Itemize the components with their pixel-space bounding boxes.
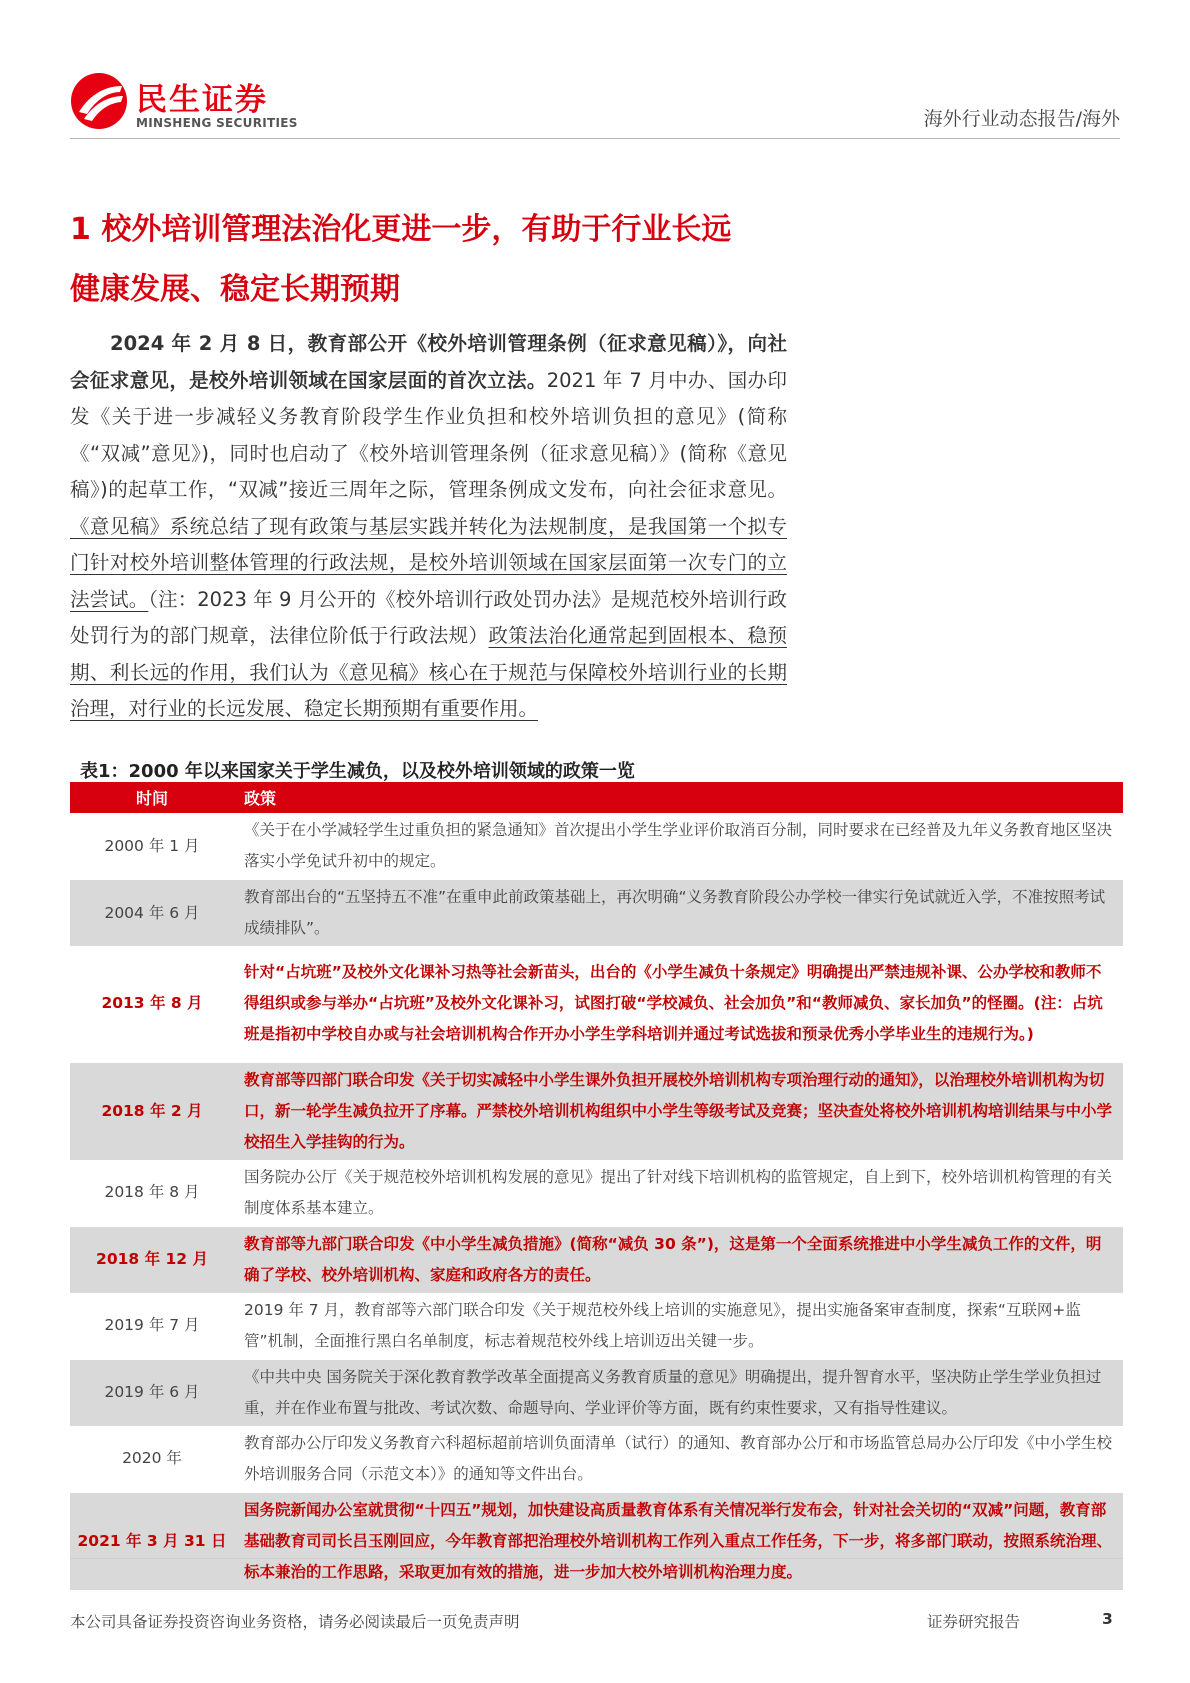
section-title (70, 200, 790, 320)
row-time: 2004 年 6 月 (70, 880, 234, 947)
page-header (70, 60, 1120, 140)
header-divider (70, 138, 1120, 139)
table-row (70, 1293, 1123, 1360)
table-row (70, 1426, 1123, 1493)
table-row (70, 1160, 1123, 1227)
section-title-line1: 1 校外培训管理法治化更进一步，有助于行业长远 (70, 212, 732, 247)
underlined-text-2: 政策法治化通常起到固根本、稳预期、利长远的作用，我们认为《意见稿》核心在于规范与保障校外培训行业的长期治理，对行业的长远发展、稳定长期预期有重要作用。 (70, 624, 787, 720)
body-text-2: （注：2023 年 9 月公开的《校外培训行政处罚办法》是规范校外培训行政处罚行为的部门规章，法律位阶低于行政法规） (70, 587, 787, 647)
logo-text-en: MINSHENG SECURITIES (136, 116, 298, 130)
minsheng-logo-icon (70, 72, 128, 130)
row-time: 2019 年 6 月 (70, 1359, 234, 1426)
row-time: 2019 年 7 月 (70, 1293, 234, 1360)
row-policy: 2019 年 7 月，教育部等六部门联合印发《关于规范校外线上培训的实施意见》，提出实施备案审查制度，探索“互联网+监管”机制，全面推行黑白名单制度，标志着规范校外线上培训迈出关键一步。 (234, 1293, 1123, 1360)
page-number: 3 (1102, 1610, 1113, 1628)
row-policy: 《关于在小学减轻学生过重负担的紧急通知》首次提出小学生学业评价取消百分制，同时要求在已经普及九年义务教育地区坚决落实小学免试升初中的规定。 (234, 813, 1123, 880)
row-time: 2021 年 3 月 31 日 (70, 1492, 234, 1590)
column-header-policy: 政策 (234, 782, 1123, 813)
row-time: 2000 年 1 月 (70, 813, 234, 880)
table-row (70, 813, 1123, 880)
underlined-text-1: 《意见稿》系统总结了现有政策与基层实践并转化为法规制度，是我国第一个拟专门针对校外培训整体管理的行政法规，是校外培训领域在国家层面第一次专门的立法尝试。 (70, 514, 787, 611)
table-row (70, 946, 1123, 1062)
logo-text-cn: 民生证券 (136, 82, 268, 118)
body-paragraph (70, 326, 787, 728)
row-policy: 教育部等四部门联合印发《关于切实减轻中小学生课外负担开展校外培训机构专项治理行动的通知》，以治理校外培训机构为切口，新一轮学生减负拉开了序幕。严禁校外培训机构组织中小学生等级考试及竞赛；坚决查处将校外培训机构培训结果与中小学校招生入学挂钩的行为。 (234, 1062, 1123, 1160)
footer-divider (70, 1558, 1123, 1559)
table-row (70, 1359, 1123, 1426)
company-logo (70, 72, 400, 136)
table-row (70, 880, 1123, 947)
section-title-line2: 健康发展、稳定长期预期 (70, 272, 400, 307)
row-time: 2018 年 12 月 (70, 1226, 234, 1293)
body-text-1: 2021 年 7 月中办、国办印发《关于进一步减轻义务教育阶段学生作业负担和校外培训负担的意见》(简称《“双减”意见》)，同时也启动了《校外培训管理条例（征求意见稿）》(简称《意见稿》)的起草工作，“双减”接近三周年之际，管理条例成文发布，向社会征求意见。 (70, 368, 787, 501)
row-policy: 教育部办公厅印发义务教育六科超标超前培训负面清单（试行）的通知、教育部办公厅和市场监管总局办公厅印发《中小学生校外培训服务合同（示范文本）》的通知等文件出台。 (234, 1426, 1123, 1493)
row-time: 2018 年 8 月 (70, 1160, 234, 1227)
row-policy: 针对“占坑班”及校外文化课补习热等社会新苗头，出台的《小学生减负十条规定》明确提出严禁违规补课、公办学校和教师不得组织或参与举办“占坑班”及校外文化课补习，试图打破“学校减负、社会加负”和“教师减负、家长加负”的怪圈。(注：占坑班是指初中学校自办或与社会培训机构合作开办小学生学科培训并通过考试选拔和预录优秀小学毕业生的违规行为。) (234, 946, 1123, 1062)
row-policy: 教育部出台的“五坚持五不准”在重申此前政策基础上，再次明确“义务教育阶段公办学校一律实行免试就近入学，不准按照考试成绩排队”。 (234, 880, 1123, 947)
table-row (70, 1062, 1123, 1160)
lead-sentence: 2024 年 2 月 8 日，教育部公开《校外培训管理条例（征求意见稿）》，向社会征求意见，是校外培训领域在国家层面的首次立法。 (70, 332, 787, 392)
row-policy: 国务院办公厅《关于规范校外培训机构发展的意见》提出了针对线下培训机构的监管规定，自上到下，校外培训机构管理的有关制度体系基本建立。 (234, 1160, 1123, 1227)
table-header-row (70, 782, 1123, 813)
row-policy: 《中共中央 国务院关于深化教育教学改革全面提高义务教育质量的意见》明确提出，提升智育水平，坚决防止学生学业负担过重，并在作业布置与批改、考试次数、命题导向、学业评价等方面，既有约束性要求，又有指导性建议。 (234, 1359, 1123, 1426)
policy-table (70, 782, 1123, 1590)
row-time: 2013 年 8 月 (70, 946, 234, 1062)
footer-disclaimer: 本公司具备证券投资咨询业务资格，请务必阅读最后一页免责声明 (70, 1613, 520, 1631)
footer-report-label: 证券研究报告 (927, 1613, 1021, 1631)
table-row (70, 1226, 1123, 1293)
row-policy: 国务院新闻办公室就贯彻“十四五”规划，加快建设高质量教育体系有关情况举行发布会，针对社会关切的“双减”问题，教育部基础教育司司长吕玉刚回应，今年教育部把治理校外培训机构工作列入重点工作任务，下一步，将多部门联动，按照系统治理、标本兼治的工作思路，采取更加有效的措施，进一步加大校外培训机构治理力度。 (234, 1492, 1123, 1590)
row-time: 2020 年 (70, 1426, 234, 1493)
column-header-time: 时间 (70, 782, 234, 813)
row-policy: 教育部等九部门联合印发《中小学生减负措施》(简称“减负 30 条”)，这是第一个全面系统推进中小学生减负工作的文件，明确了学校、校外培训机构、家庭和政府各方的责任。 (234, 1226, 1123, 1293)
table-title: 表1：2000 年以来国家关于学生减负，以及校外培训领域的政策一览 (80, 761, 635, 782)
table-row (70, 1492, 1123, 1590)
report-type-label: 海外行业动态报告/海外 (923, 108, 1120, 130)
row-time: 2018 年 2 月 (70, 1062, 234, 1160)
